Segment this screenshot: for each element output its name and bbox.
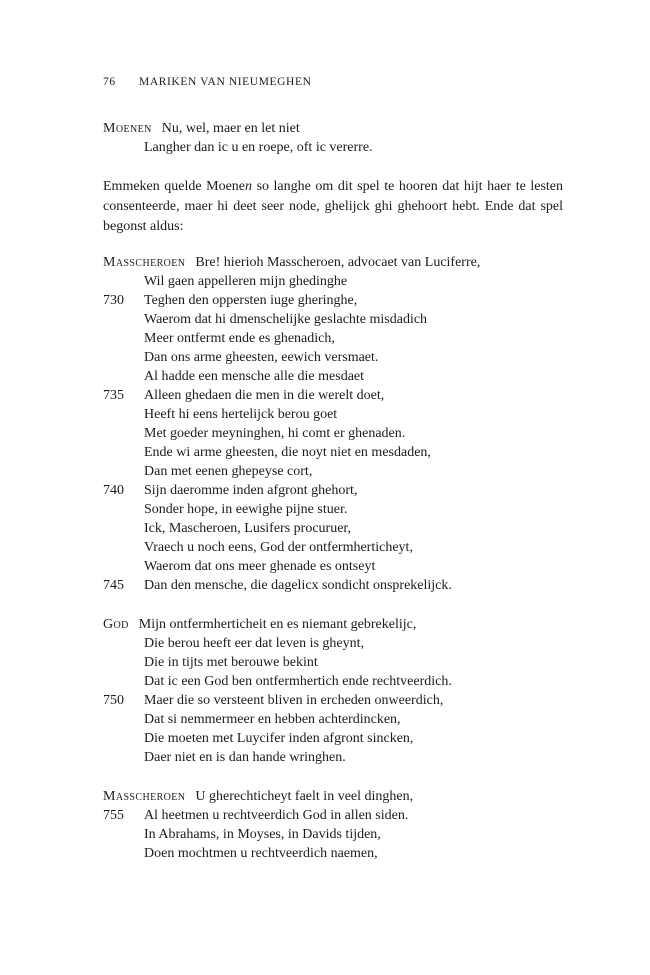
verse-text: Bre! hierioh Masscheroen, advocaet van Luciferre, [195,255,481,270]
verse-text: Mijn ontfermherticheit en es niemant gebrekelijc, [138,617,417,632]
line-number: 755 [103,808,124,823]
verse-line: Dat si nemmermeer en hebben achterdincken, [144,712,401,727]
speaker-name: Moenen [103,121,152,136]
verse-line: Waerom dat hi dmenschelijke geslachte misdadich [144,312,428,327]
line-number: 740 [103,483,124,498]
verse-line: Meer ontfermt ende es ghenadich, [144,331,335,346]
line-number: 750 [103,693,124,708]
verse-line: Sonder hope, in eewighe pijne stuer. [144,502,348,517]
prose-text: Emmeken quelde Moene [103,179,246,194]
verse-line [103,787,413,806]
verse-line: Die berou heeft eer dat leven is gheynt, [144,636,365,651]
verse-line: Teghen den oppersten iuge gheringhe, [144,293,358,308]
verse-line: Dan met eenen ghepeyse cort, [144,464,313,479]
verse-line: Heeft hi eens hertelijck berou goet [144,407,338,422]
prose-text: Ende dat spel begonst aldus: [103,199,563,234]
verse-line: Die in tijts met berouwe bekint [144,655,318,670]
speaker-name: Masscheroen [103,255,186,270]
verse-line: Sijn daeromme inden afgront ghehort, [144,483,358,498]
verse-line: Vraech u noch eens, God der ontfermherticheyt, [144,540,413,555]
verse-line: Dan den mensche, die dagelicx sondicht onsprekelijck. [144,578,452,593]
verse-line: Al heetmen u rechtveerdich God in allen siden. [144,808,409,823]
speaker-name: God [103,617,129,632]
verse-line [103,119,300,138]
verse-line: Wil gaen appelleren mijn ghedinghe [144,274,348,289]
verse-line: Dan ons arme gheesten, eewich versmaet. [144,350,379,365]
prose-paragraph [103,177,563,237]
verse-line: Langher dan ic u en roepe, oft ic vererre. [144,140,373,155]
verse-line: Daer niet en is dan hande wringhen. [144,750,346,765]
verse-line: Ende wi arme gheesten, die noyt niet en mesdaden, [144,445,431,460]
verse-line: Waerom dat ons meer ghenade es ontseyt [144,559,376,574]
verse-line [103,615,416,634]
prose-text: so langhe om dit spel te hooren dat hijt haer [252,179,512,194]
verse-line: Al hadde een mensche alle die mesdaet [144,369,365,384]
line-number: 730 [103,293,124,308]
running-title: MARIKEN VAN NIEUMEGHEN [139,76,312,88]
line-number: 735 [103,388,124,403]
verse-line: Ick, Mascheroen, Lusifers procuruer, [144,521,352,536]
line-number: 745 [103,578,124,593]
verse-text: U gherechticheyt faelt in veel dinghen, [195,789,414,804]
running-head [103,76,312,88]
verse-text: Nu, wel, maer en let niet [161,121,300,136]
verse-line: Doen mochtmen u rechtveerdich naemen, [144,846,378,861]
speaker-name: Masscheroen [103,789,186,804]
prose-italic: n [245,179,253,194]
page-number: 76 [103,76,116,88]
verse-line [103,253,480,272]
verse-line: Alleen ghedaen die men in die werelt doet, [144,388,385,403]
verse-line: Maer die so versteent bliven in ercheden onweerdich, [144,693,444,708]
verse-line: In Abrahams, in Moyses, in Davids tijden, [144,827,381,842]
verse-line: Die moeten met Luycifer inden afgront sincken, [144,731,414,746]
verse-line: Dat ic een God ben ontfermhertich ende rechtveerdich. [144,674,452,689]
prose-text: te lesten consenteerde, maer hi deet seer node, ghelijck ghi ghehoort hebt. [103,179,564,214]
verse-line: Met goeder meyninghen, hi comt er ghenaden. [144,426,406,441]
